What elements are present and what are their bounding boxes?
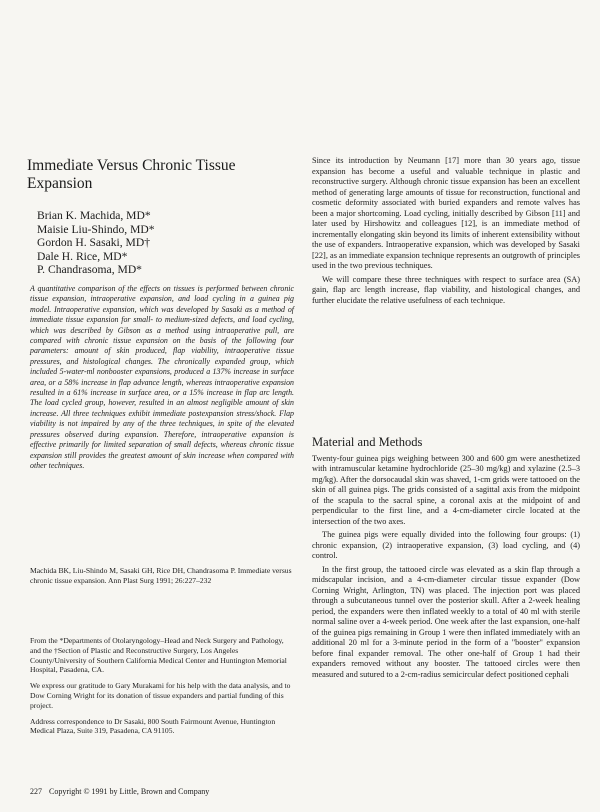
author-name: Dale H. Rice, MD*	[37, 249, 128, 263]
author-name: P. Chandrasoma, MD*	[37, 263, 142, 277]
acknowledgment-note: We express our gratitude to Gary Murakami for his help with the data analysis, and to Dow Corning Wright for its donation of tissue expanders and partial funding of this project.	[30, 681, 291, 710]
body-paragraph: In the first group, the tattooed circle was elevated as a skin flap through a midscapular incision, and a 4-cm-diameter circular tissue expander (Dow Corning Wright, Arlington, TN) was placed. The injection port was placed through a subcutaneous tunnel over the posterior skull. After a 2-week healing period, the expanders were then inflated weekly to a total of 40 ml with sterile normal saline over a 4-week period. One week after the last expansion, one-half of the guinea pigs remaining in Group 1 were then inflated immediately with an additional 20 ml for a 3-minute period in the form of a "booster" expansion before final expander removal. The other one-half of Group 1 had their expanders removed without any booster. The tattooed circles were then measured and sutured to a 2-cm-radius semicircular defect positioned cephali	[312, 564, 580, 679]
author-name: Gordon H. Sasaki, MD†	[37, 236, 151, 250]
article-title: Immediate Versus Chronic Tissue Expansion	[27, 157, 236, 192]
author-name: Maisie Liu-Shindo, MD*	[37, 222, 155, 236]
author-name: Brian K. Machida, MD*	[37, 209, 151, 222]
affiliation-note: From the *Departments of Otolaryngology–Head and Neck Surgery and Pathology, and the †Section of Plastic and Reconstructive Surgery, Los Angeles County/University of Southern California Medical Center and Huntington Memorial Hospital, Pasadena, CA.	[30, 636, 287, 675]
correspondence-note: Address correspondence to Dr Sasaki, 800 South Fairmount Avenue, Huntington Medical Plaza, Suite 319, Pasadena, CA 91105.	[30, 716, 276, 736]
body-paragraph: Since its introduction by Neumann [17] more than 30 years ago, tissue expansion has become a useful and valuable technique in plastic and reconstructive surgery. Although chronic tissue expansion has been an excellent method of generating large amounts of tissue for reconstruction, functional and cosmetic deformity associated with buried expanders and remote valves has been a major shortcoming. Load cycling, initially described by Gibson [11] and later used by Hirshowitz and colleagues [12], is an immediate method of incrementally elongating skin beyond its limits of inherent extensibility without the use of expanders. Intraoperative expansion, which was developed by Sasaki [22], as an immediate expansion technique represents an outgrowth of principles used in the two previous techniques.	[312, 156, 580, 270]
citation: Machida BK, Liu-Shindo M, Sasaki GH, Rice DH, Chandrasoma P. Immediate versus chronic tissue expansion. Ann Plast Surg 1991; 26:227–232	[30, 566, 292, 585]
body-paragraph: The guinea pigs were equally divided into the following four groups: (1) chronic expansion, (2) intraoperative expansion, (3) load cycling, and (4) control.	[312, 530, 580, 560]
body-paragraph: Twenty-four guinea pigs weighing between 300 and 600 gm were anesthetized with intramuscular ketamine hydrochloride (25–30 mg/kg) and xylazine (2.5–3 mg/kg). After the dorsocaudal skin was shaved, 1-cm grids were tattooed on the skin of all guinea pigs. The grids consisted of a sagittal axis from the midpoint of the scapula to the sacral spine, a coronal axis at the midpoint of and perpendicular to the first line, and a 4-cm-diameter circle located at the intersection of the two axes.	[312, 453, 580, 526]
copyright-notice: Copyright © 1991 by Little, Brown and Company	[49, 787, 210, 796]
abstract: A quantitative comparison of the effects on tissues is performed between chronic tissue expansion, intraoperative expansion, and load cycling in a guinea pig model. Intraoperative expansion, which was developed by Sasaki as a method of immediate tissue expansion for small- to medium-sized defects, and load cycling, which was described by Gibson as a method using intraoperative pull, are compared with chronic tissue expansion on the basis of the following four parameters: amount of skin produced, flap viability, intraoperative tissue pressures, and histological changes. The chronically expanded group, which included 5-water-ml nonbooster expansions, produced a 137% increase in surface area, or a 58% increase in flap advance length, whereas intraoperative expansion resulted in a 61% increase in surface area, or a 15% increase in flap arc length. The load cycled group, however, resulted in an almost negligible amount of skin increase. All three techniques exhibit immediate postexpansion stress/shock. Flap viability is not impaired by any of the three techniques, in spite of the elevated pressures observed during expansion. Therefore, intraoperative expansion is effective primarily for limited separation of small defects, whereas chronic tissue expansion still provides the greatest amount of skin increase when compared with other techniques.	[30, 284, 294, 470]
author-list	[37, 209, 287, 277]
body-paragraph: We will compare these three techniques with respect to surface area (SA) gain, flap arc length increase, flap viability, and histological changes, and further elucidate the relative usefulness of each technique.	[312, 274, 580, 305]
page-number: 227	[30, 787, 42, 796]
introduction	[312, 156, 580, 306]
page-footer	[30, 787, 214, 796]
section-heading: Material and Methods	[312, 435, 423, 449]
footnotes	[30, 636, 294, 742]
methods-section	[312, 437, 580, 680]
